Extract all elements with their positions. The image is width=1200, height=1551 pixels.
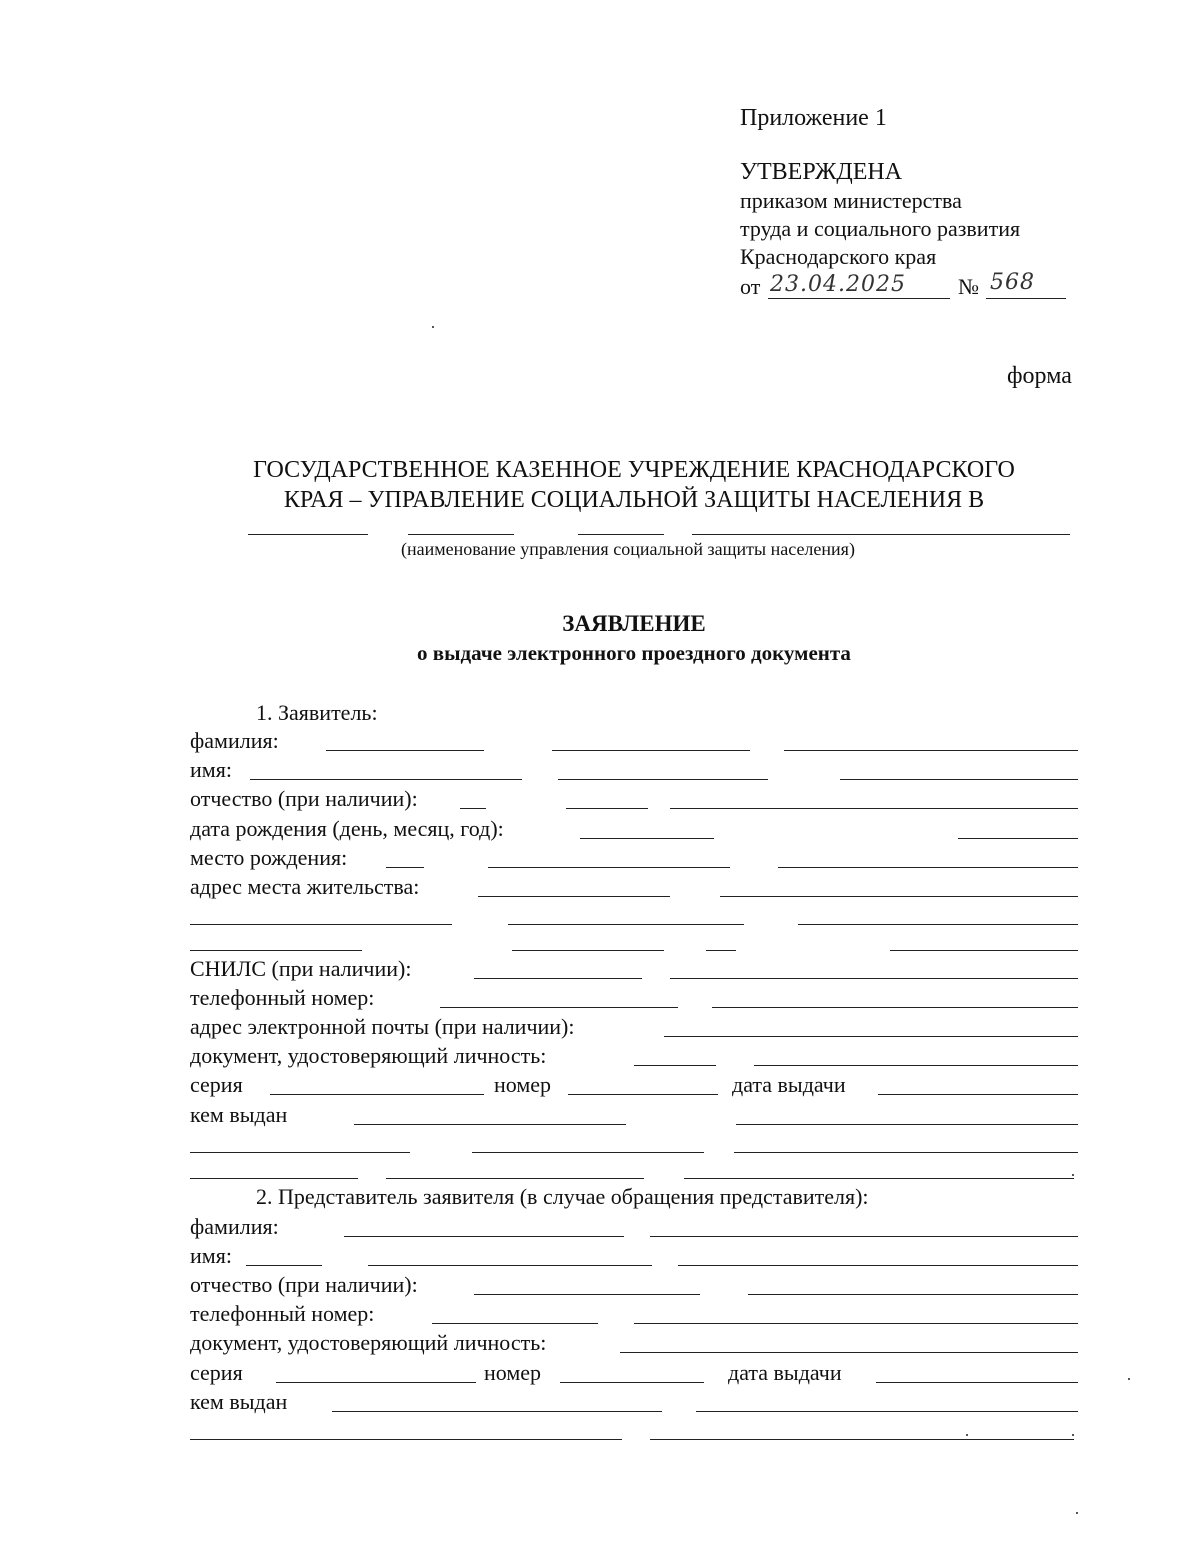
s1-address-label: адрес места жительства: — [190, 874, 420, 899]
s1-patronymic-field[interactable] — [460, 808, 486, 809]
s1-birth-place-field-3[interactable] — [778, 867, 1078, 868]
s2-number-label: номер — [484, 1360, 542, 1385]
s1-id-doc-field-2[interactable] — [754, 1065, 1078, 1066]
s2-surname-label: фамилия: — [190, 1214, 279, 1239]
s1-name-field-3[interactable] — [840, 779, 1078, 780]
approval-line-2: труда и социального развития — [740, 216, 1021, 241]
s1-series-field[interactable] — [270, 1094, 484, 1095]
number-underline — [986, 298, 1066, 299]
approval-line-3: Краснодарского края — [740, 244, 937, 269]
s2-series-label: серия — [190, 1360, 243, 1385]
s1-issued-by-row3b[interactable] — [386, 1178, 644, 1179]
s2-name-field-3[interactable] — [678, 1265, 1078, 1266]
s1-phone-field[interactable] — [440, 1007, 678, 1008]
s1-surname-field[interactable] — [326, 750, 484, 751]
s1-address-field-row3b[interactable] — [512, 950, 664, 951]
s1-snils-label: СНИЛС (при наличии): — [190, 956, 412, 981]
s2-patronymic-field[interactable] — [474, 1294, 700, 1295]
handwritten-date: 23.04.2025 — [770, 272, 906, 297]
s1-number-label: номер — [494, 1072, 552, 1097]
s2-id-doc-field[interactable] — [620, 1352, 1078, 1353]
s1-birth-place-field-2[interactable] — [488, 867, 730, 868]
institution-blank-2 — [408, 534, 514, 535]
s1-phone-label: телефонный номер: — [190, 985, 375, 1010]
s1-address-field-row2a[interactable] — [190, 924, 452, 925]
s1-address-field-2[interactable] — [720, 896, 1078, 897]
approved-label: УТВЕРЖДЕНА — [740, 159, 903, 185]
institution-blank-4 — [692, 534, 1070, 535]
s1-address-field-row3d[interactable] — [890, 950, 1078, 951]
s1-birth-date-field-2[interactable] — [958, 838, 1078, 839]
s2-name-field-2[interactable] — [368, 1265, 652, 1266]
s2-issue-date-label: дата выдачи — [728, 1360, 842, 1385]
s1-series-label: серия — [190, 1072, 243, 1097]
s2-issued-by-row2a[interactable] — [190, 1439, 622, 1440]
s1-issued-by-row2c[interactable] — [734, 1152, 1078, 1153]
s2-name-label: имя: — [190, 1243, 232, 1268]
date-underline — [768, 298, 950, 299]
s1-address-field-row3c[interactable] — [706, 950, 736, 951]
s1-name-field-2[interactable] — [558, 779, 768, 780]
s1-address-field-row3a[interactable] — [190, 950, 362, 951]
s2-issued-by-label: кем выдан — [190, 1389, 288, 1414]
institution-line-2: КРАЯ – УПРАВЛЕНИЕ СОЦИАЛЬНОЙ ЗАЩИТЫ НАСЕЛЕНИЯ В — [283, 487, 985, 513]
s1-phone-field-2[interactable] — [712, 1007, 1078, 1008]
s1-address-field-row2b[interactable] — [508, 924, 744, 925]
s1-name-field[interactable] — [250, 779, 522, 780]
s2-phone-label: телефонный номер: — [190, 1301, 375, 1326]
handwritten-number: 568 — [990, 270, 1035, 295]
institution-blank-3 — [578, 534, 664, 535]
s1-patronymic-field-2[interactable] — [566, 808, 648, 809]
s1-number-field[interactable] — [568, 1094, 718, 1095]
s1-birth-place-label: место рождения: — [190, 845, 348, 870]
s2-issued-by-field-2[interactable] — [696, 1411, 1078, 1412]
approval-line-1: приказом министерства — [740, 188, 962, 213]
s1-birth-date-field[interactable] — [580, 838, 714, 839]
s2-issue-date-field[interactable] — [876, 1382, 1078, 1383]
s2-patronymic-field-2[interactable] — [748, 1294, 1078, 1295]
section1-heading: 1. Заявитель: — [256, 700, 378, 725]
s1-surname-field-3[interactable] — [784, 750, 1078, 751]
s1-snils-field[interactable] — [474, 978, 642, 979]
institution-caption: (наименование управления социальной защиты населения) — [401, 539, 855, 559]
document-subtitle: о выдаче электронного проездного документа — [417, 641, 851, 665]
s1-surname-label: фамилия: — [190, 728, 279, 753]
s1-email-field[interactable] — [664, 1036, 1078, 1037]
s1-patronymic-field-3[interactable] — [670, 808, 1078, 809]
s1-id-doc-label: документ, удостоверяющий личность: — [190, 1043, 547, 1068]
s1-snils-field-2[interactable] — [670, 978, 1078, 979]
document-title: ЗАЯВЛЕНИЕ — [562, 611, 706, 636]
s1-surname-field-2[interactable] — [552, 750, 750, 751]
s1-issued-by-label: кем выдан — [190, 1102, 288, 1127]
appendix-label: Приложение 1 — [740, 105, 887, 131]
s2-phone-field[interactable] — [432, 1323, 598, 1324]
s1-issue-date-field[interactable] — [878, 1094, 1078, 1095]
s2-series-field[interactable] — [276, 1382, 476, 1383]
s1-issued-by-row3a[interactable] — [190, 1178, 358, 1179]
s2-number-field[interactable] — [560, 1382, 704, 1383]
date-prefix: от — [740, 274, 761, 299]
s1-email-label: адрес электронной почты (при наличии): — [190, 1014, 575, 1039]
s2-name-field[interactable] — [246, 1265, 322, 1266]
s1-id-doc-field[interactable] — [634, 1065, 716, 1066]
s1-issued-by-row2b[interactable] — [472, 1152, 704, 1153]
form-label: форма — [1007, 363, 1072, 389]
s1-birth-place-field[interactable] — [386, 867, 424, 868]
s2-surname-field-2[interactable] — [650, 1236, 1078, 1237]
institution-line-1: ГОСУДАРСТВЕННОЕ КАЗЕННОЕ УЧРЕЖДЕНИЕ КРАСНОДАРСКОГО — [253, 457, 1015, 483]
s2-issued-by-field[interactable] — [332, 1411, 662, 1412]
s1-address-field-row2c[interactable] — [798, 924, 1078, 925]
s1-address-field[interactable] — [478, 896, 670, 897]
s1-issued-by-row3c[interactable] — [684, 1178, 1074, 1179]
s2-issued-by-row2b[interactable] — [650, 1439, 1074, 1440]
s1-issue-date-label: дата выдачи — [732, 1072, 846, 1097]
s1-issued-by-row2a[interactable] — [190, 1152, 410, 1153]
s1-name-label: имя: — [190, 757, 232, 782]
s2-id-doc-label: документ, удостоверяющий личность: — [190, 1330, 547, 1355]
number-prefix: № — [958, 274, 979, 299]
s2-surname-field[interactable] — [344, 1236, 624, 1237]
institution-blank-1 — [248, 534, 368, 535]
s1-issued-by-field[interactable] — [354, 1124, 626, 1125]
s1-patronymic-label: отчество (при наличии): — [190, 786, 418, 811]
s2-phone-field-2[interactable] — [634, 1323, 1078, 1324]
s1-birth-date-label: дата рождения (день, месяц, год): — [190, 816, 504, 841]
s1-issued-by-field-2[interactable] — [736, 1124, 1078, 1125]
s2-patronymic-label: отчество (при наличии): — [190, 1272, 418, 1297]
section2-heading: 2. Представитель заявителя (в случае обращения представителя): — [256, 1184, 869, 1209]
